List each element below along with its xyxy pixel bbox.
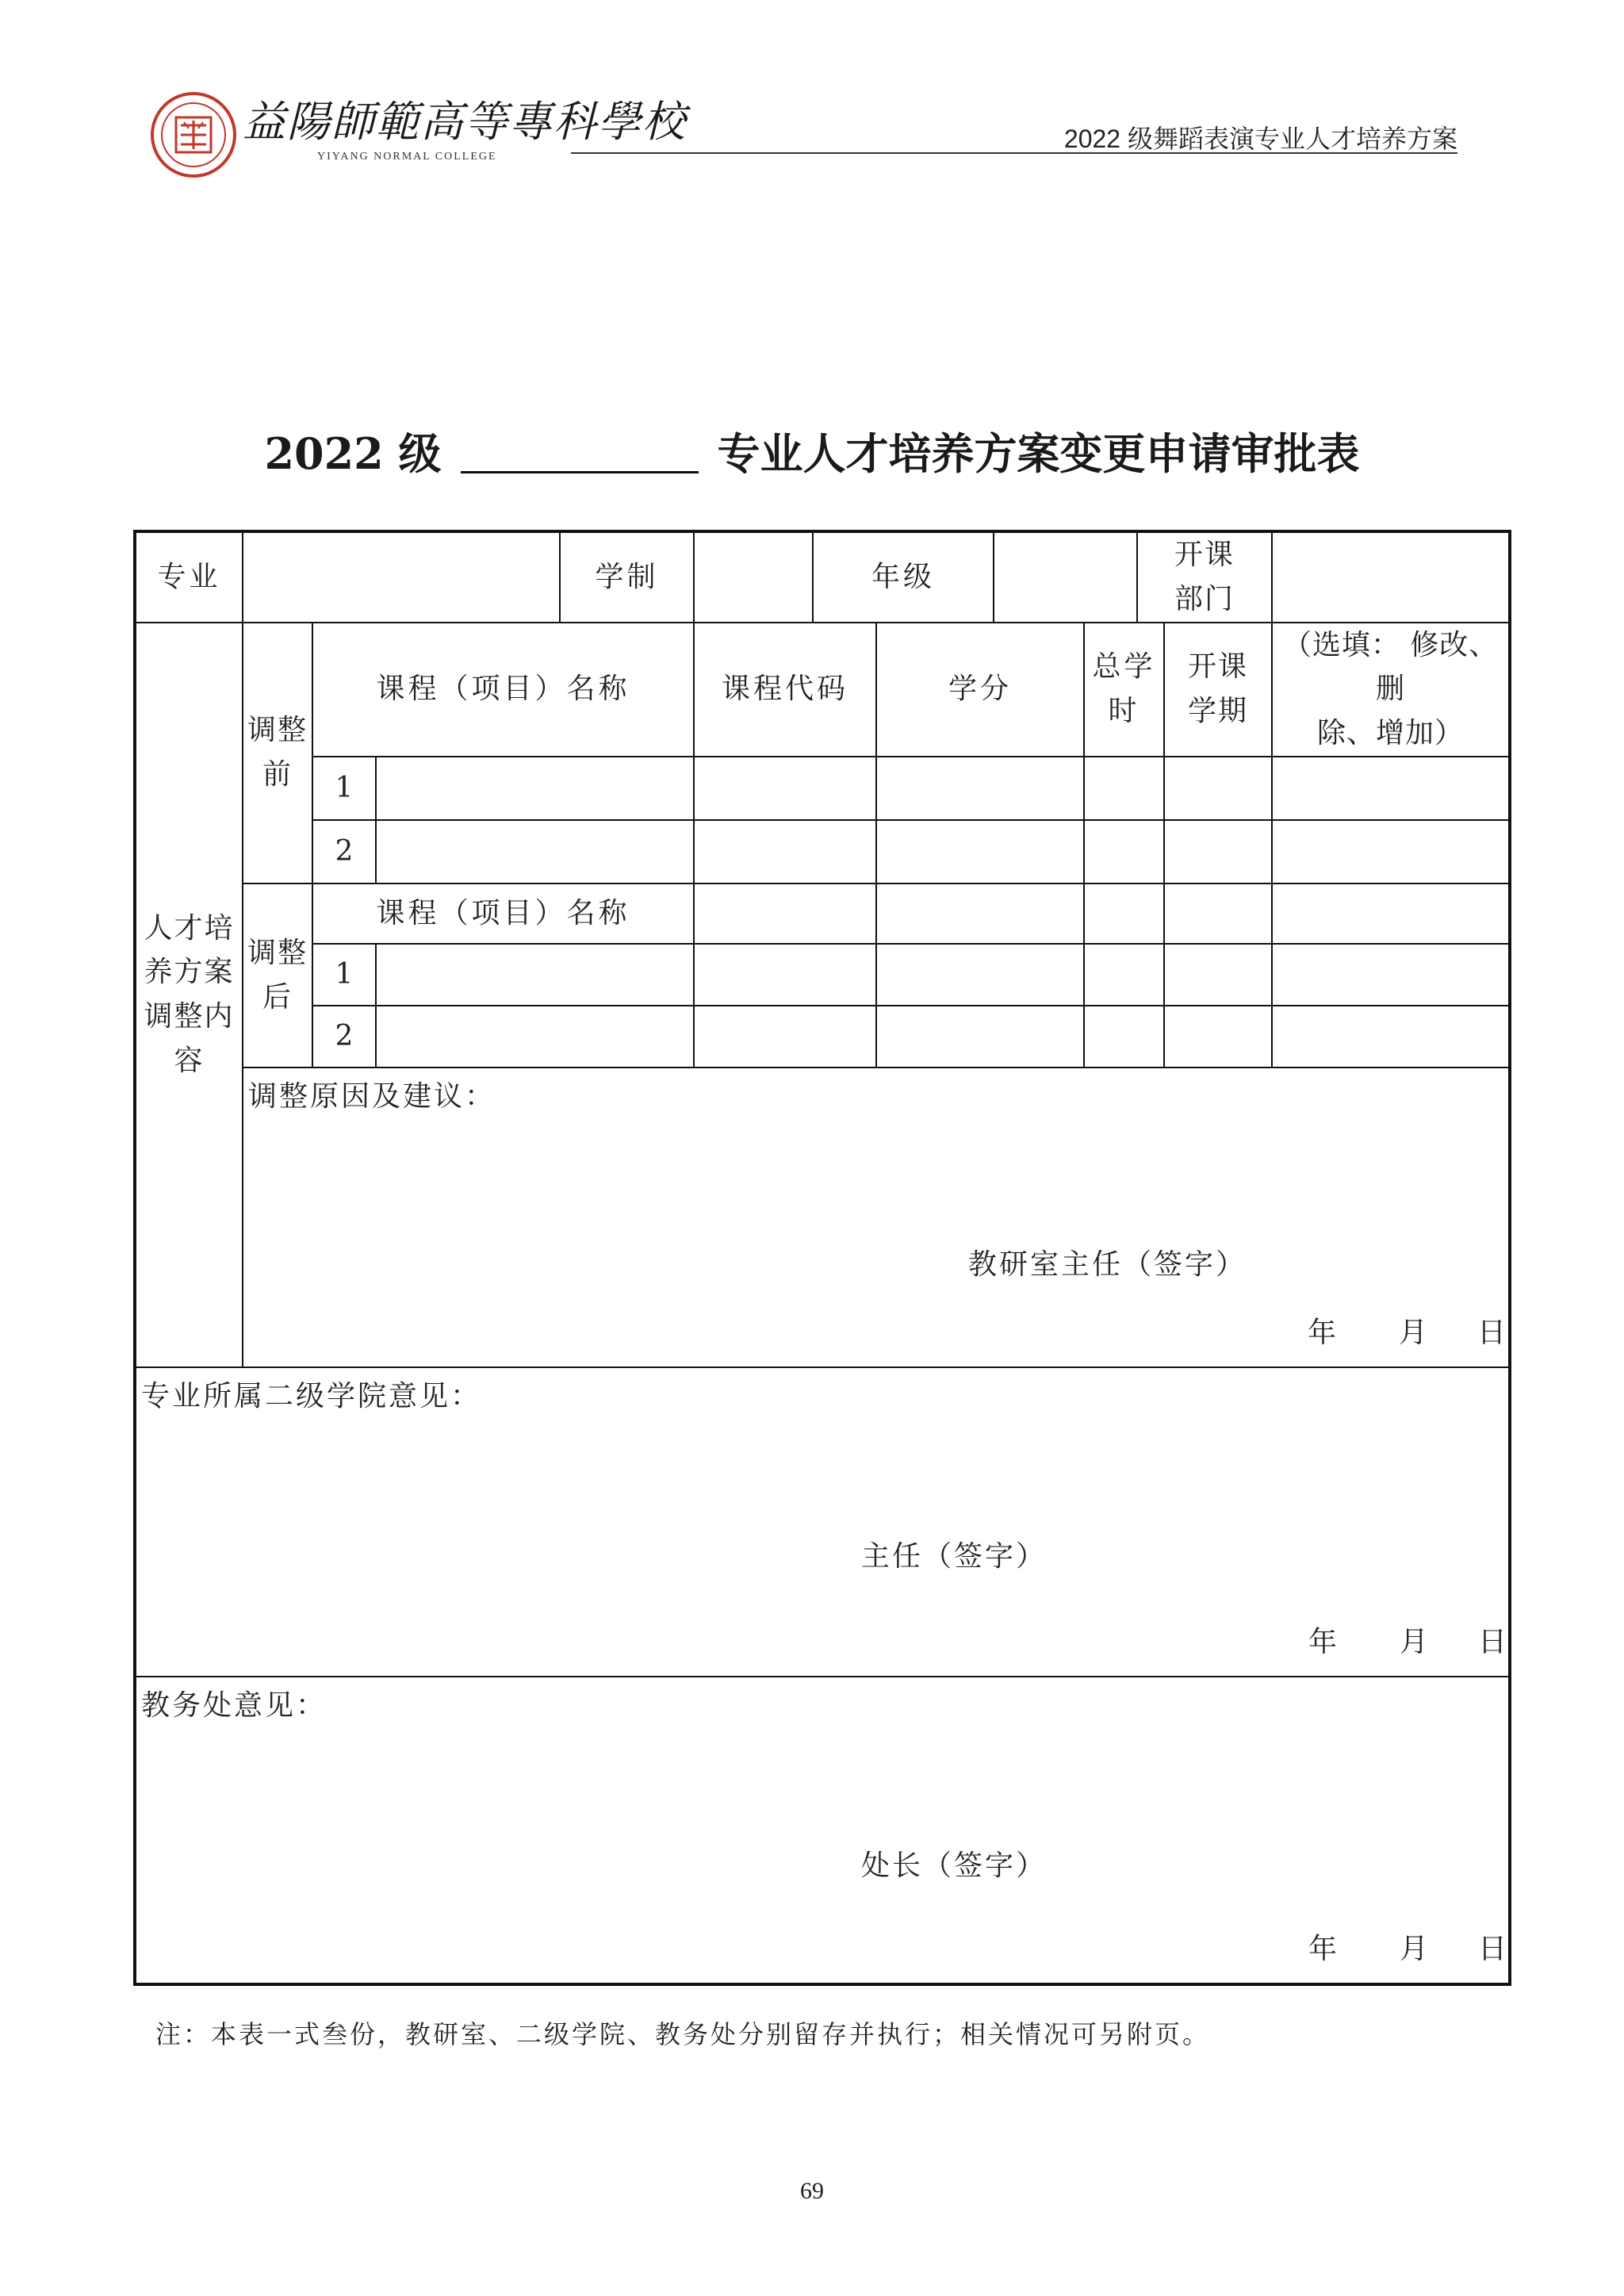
credits-cell[interactable] bbox=[876, 820, 1084, 884]
major-label: 专业 bbox=[135, 531, 243, 623]
college-seal-logo bbox=[149, 90, 238, 179]
header-rule bbox=[571, 152, 1457, 154]
action-cell[interactable] bbox=[1272, 757, 1510, 820]
form-title bbox=[0, 420, 1624, 481]
teaching-director-signature-label: 教研室主任（签字） bbox=[968, 1248, 1247, 1281]
after-adjustment-label: 调整 后 bbox=[243, 884, 312, 1068]
course-name-cell[interactable] bbox=[376, 757, 694, 820]
office-head-signature-label: 处长（签字） bbox=[861, 1849, 1048, 1882]
course-code-cell[interactable] bbox=[694, 944, 876, 1006]
page-number: 69 bbox=[800, 2178, 824, 2204]
action-cell[interactable] bbox=[1272, 884, 1510, 944]
total-hours-cell[interactable] bbox=[1084, 1006, 1164, 1068]
college-name-script: 益陽師範高等專科學校 bbox=[243, 97, 687, 147]
date-month: 月 bbox=[1399, 1317, 1431, 1350]
date-year: 年 bbox=[1308, 1933, 1340, 1966]
grade-label: 年级 bbox=[813, 531, 994, 623]
college-opinion-section[interactable] bbox=[135, 1367, 1510, 1677]
credits-cell[interactable] bbox=[876, 884, 1084, 944]
col-action: （选填： 修改、删 除、增加） bbox=[1272, 623, 1510, 757]
semester-cell[interactable] bbox=[1164, 757, 1272, 820]
date-day: 日 bbox=[1478, 1626, 1510, 1659]
form-title-text: 专业人才培养方案变更申请审批表 bbox=[717, 428, 1360, 479]
course-code-cell[interactable] bbox=[694, 1006, 876, 1068]
table-row bbox=[135, 757, 1510, 820]
date-year: 年 bbox=[1308, 1626, 1340, 1659]
row-number: 2 bbox=[312, 820, 376, 884]
grade-field[interactable] bbox=[994, 531, 1137, 623]
major-name-blank[interactable] bbox=[461, 431, 699, 473]
course-name-cell[interactable] bbox=[376, 820, 694, 884]
reason-section[interactable] bbox=[243, 1068, 1510, 1367]
col-course-code: 课程代码 bbox=[694, 623, 876, 757]
duration-label: 学制 bbox=[560, 531, 694, 623]
course-code-cell[interactable] bbox=[694, 757, 876, 820]
semester-cell[interactable] bbox=[1164, 1006, 1272, 1068]
action-cell[interactable] bbox=[1272, 820, 1510, 884]
row-number: 2 bbox=[312, 1006, 376, 1068]
date-day: 日 bbox=[1477, 1317, 1509, 1350]
date-year: 年 bbox=[1308, 1317, 1339, 1350]
total-hours-cell[interactable] bbox=[1084, 757, 1164, 820]
college-director-signature-label: 主任（签字） bbox=[861, 1539, 1048, 1573]
document-header-title: 2022 级舞蹈表演专业人才培养方案 bbox=[1063, 125, 1457, 153]
semester-cell[interactable] bbox=[1164, 884, 1272, 944]
course-name-cell[interactable] bbox=[376, 944, 694, 1006]
department-label: 开课 部门 bbox=[1137, 531, 1272, 623]
credits-cell[interactable] bbox=[876, 757, 1084, 820]
date-month: 月 bbox=[1400, 1626, 1431, 1659]
date-line bbox=[1308, 1311, 1508, 1355]
col-credits: 学分 bbox=[876, 623, 1084, 757]
row-number: 1 bbox=[312, 757, 376, 820]
college-name-english: YIYANG NORMAL COLLEGE bbox=[317, 151, 497, 163]
academic-office-opinion-section[interactable] bbox=[135, 1677, 1510, 1984]
table-row bbox=[135, 1006, 1510, 1068]
college-opinion-label: 专业所属二级学院意见： bbox=[141, 1379, 482, 1412]
total-hours-cell[interactable] bbox=[1084, 944, 1164, 1006]
action-cell[interactable] bbox=[1272, 1006, 1510, 1068]
col-course-name: 课程（项目）名称 bbox=[312, 623, 694, 757]
credits-cell[interactable] bbox=[876, 944, 1084, 1006]
total-hours-cell[interactable] bbox=[1084, 884, 1164, 944]
major-field[interactable] bbox=[243, 531, 560, 623]
table-row bbox=[135, 944, 1510, 1006]
date-line bbox=[1308, 1927, 1509, 1972]
before-adjustment-label: 调整 前 bbox=[243, 623, 312, 884]
duration-field[interactable] bbox=[694, 531, 813, 623]
course-code-cell[interactable] bbox=[694, 820, 876, 884]
form-footnote: 注：本表一式叁份，教研室、二级学院、教务处分别留存并执行；相关情况可另附页。 bbox=[155, 2019, 1211, 2049]
row-number: 1 bbox=[312, 944, 376, 1006]
date-line bbox=[1308, 1620, 1509, 1665]
credits-cell[interactable] bbox=[876, 1006, 1084, 1068]
change-request-form bbox=[133, 530, 1511, 1986]
department-field[interactable] bbox=[1272, 531, 1510, 623]
reason-label: 调整原因及建议： bbox=[248, 1079, 496, 1113]
course-code-cell[interactable] bbox=[694, 884, 876, 944]
total-hours-cell[interactable] bbox=[1084, 820, 1164, 884]
action-cell[interactable] bbox=[1272, 944, 1510, 1006]
course-name-cell[interactable] bbox=[376, 1006, 694, 1068]
table-row bbox=[135, 820, 1510, 884]
form-title-grade: 2022 级 bbox=[264, 428, 442, 479]
date-month: 月 bbox=[1400, 1933, 1431, 1966]
col-total-hours: 总学时 bbox=[1084, 623, 1164, 757]
col-course-name: 课程（项目）名称 bbox=[312, 884, 694, 944]
semester-cell[interactable] bbox=[1164, 820, 1272, 884]
date-day: 日 bbox=[1478, 1933, 1510, 1966]
col-semester: 开课 学期 bbox=[1164, 623, 1272, 757]
academic-office-label: 教务处意见： bbox=[141, 1688, 327, 1722]
semester-cell[interactable] bbox=[1164, 944, 1272, 1006]
adjustment-content-label: 人才培 养方案 调整内 容 bbox=[135, 623, 243, 1367]
